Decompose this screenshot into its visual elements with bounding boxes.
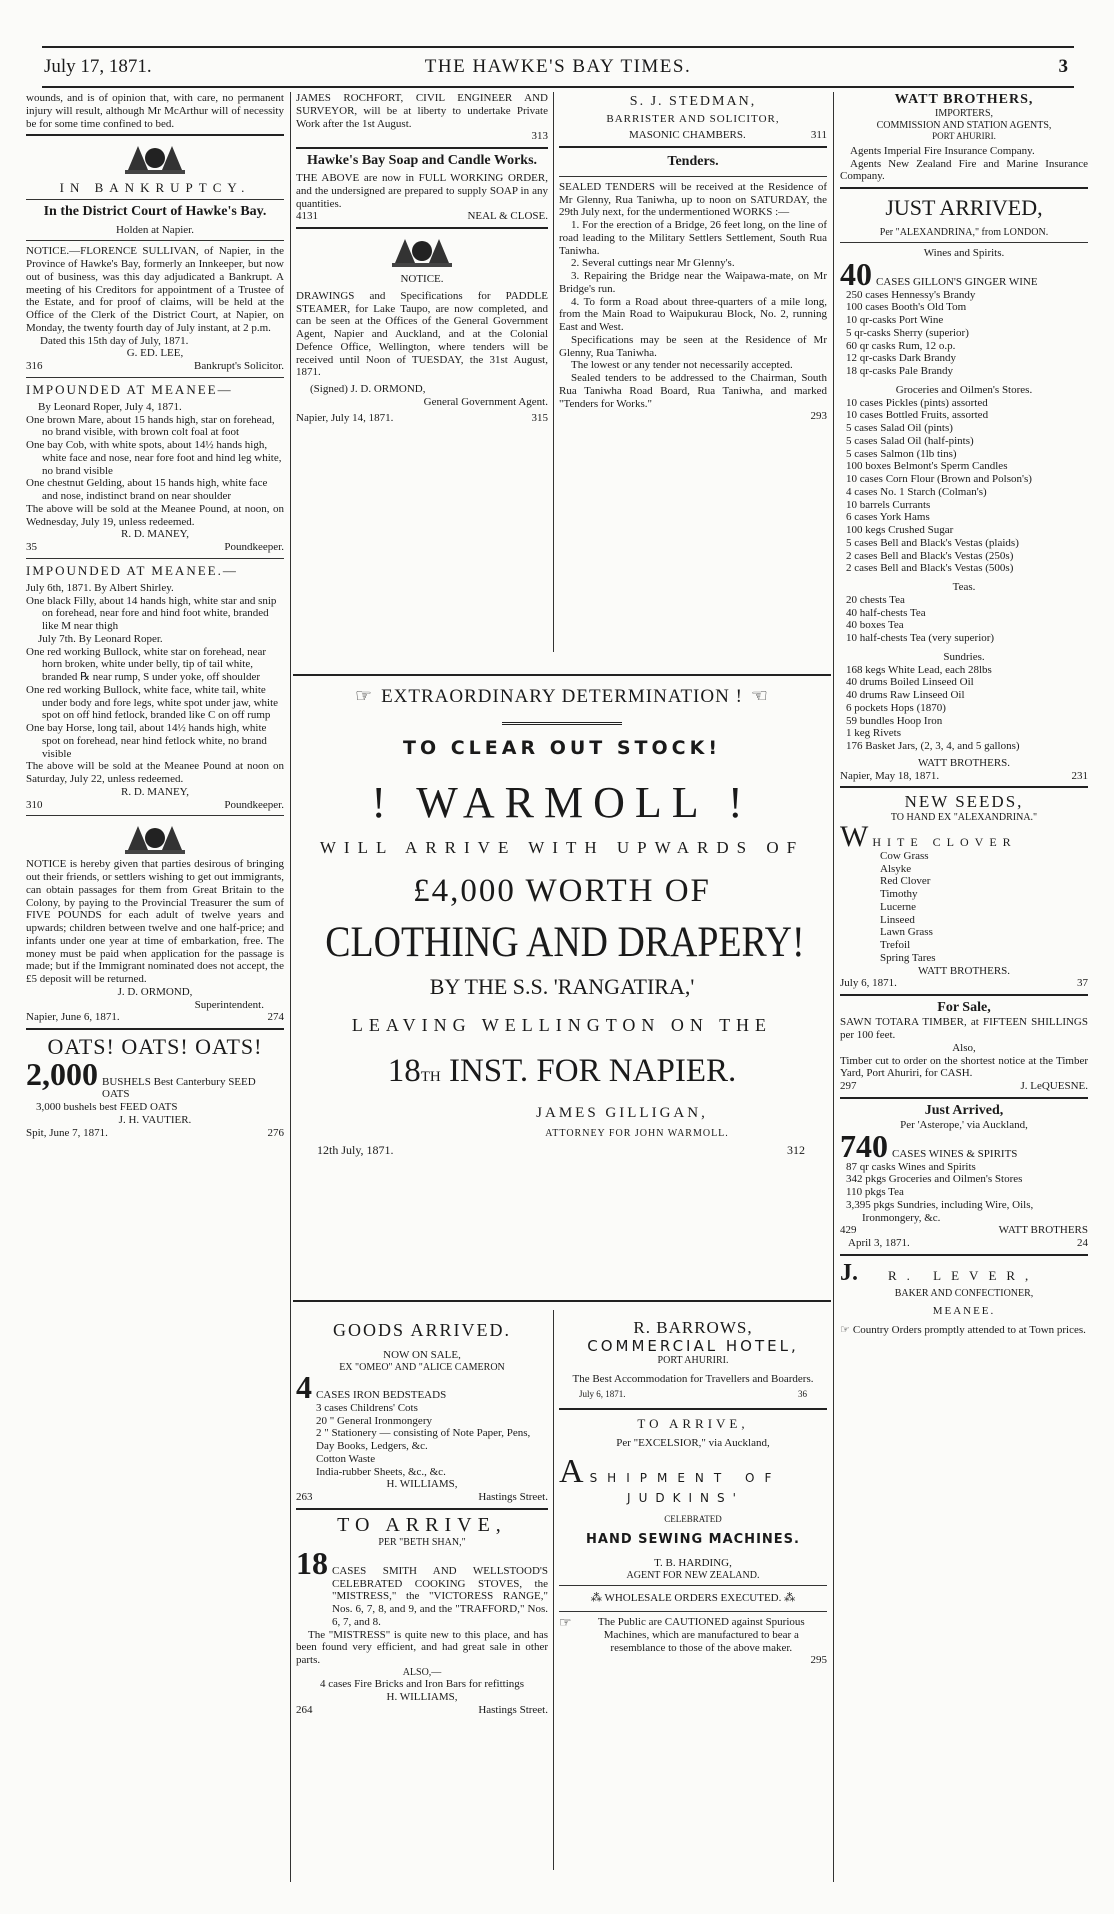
impound-sale: The above will be sold at the Meanee Pound, at noon, on Wednesday, July 19, unless redeemed. [26, 502, 284, 528]
to-arrive-ship: Per "EXCELSIOR," via Auckland, [616, 1436, 770, 1449]
rochfort-notice: JAMES ROCHFORT, CIVIL ENGINEER AND SURVEYOR, will be at liberty to undertake Private Work after the 1st August. [296, 92, 548, 130]
goods-head: CASES IRON BEDSTEADS [316, 1389, 447, 1402]
newspaper-title: THE HAWKE'S BAY TIMES. [424, 56, 692, 77]
bankruptcy-heading: IN BANKRUPTCY. [59, 180, 251, 196]
stoves-quantity: 18 [296, 1544, 328, 1581]
impound-item: One red working Bullock, white star on forehead, near horn broken, white under belly, tip of tail white, branded ℞ near rump, S under yoke, off shoulder [26, 645, 267, 684]
pointing-hand-icon: ☜ [750, 686, 769, 707]
grocery-item: 5 cases Salad Oil (half-pints) [846, 434, 974, 447]
ginger-wine-text: CASES GILLON'S GINGER WINE [876, 275, 1038, 288]
sundry-item: 168 kegs White Lead, each 28lbs [846, 663, 992, 676]
asterism-icon: ⁂ [590, 1592, 605, 1605]
tea-item: 10 half-chests Tea (very superior) [846, 632, 995, 645]
ad-number: 297 [840, 1080, 857, 1093]
just-arrived-heading-2: Just Arrived, [924, 1102, 1004, 1118]
impound-item: One bay Horse, long tail, about 14½ hands high, white spot on forehead, near hind fetlock white, no brand visible [26, 722, 267, 760]
column-rule [553, 92, 554, 652]
grocery-item: 5 cases Salad Oil (pints) [846, 422, 953, 435]
drop-cap-w: W [840, 819, 869, 853]
goods-heading: GOODS ARRIVED. [332, 1320, 511, 1340]
signer-role: Superintendent. [194, 998, 264, 1011]
goods-arrived-ad [296, 1316, 548, 1876]
signer-role: Poundkeeper. [224, 798, 284, 811]
sundries-heading: Sundries. [943, 650, 985, 663]
lever-initial: J. [840, 1259, 858, 1286]
stoves-signer: H. WILLIAMS, [386, 1691, 458, 1704]
judkins-name: JUDKINS' [627, 1490, 744, 1505]
stoves-note: The "MISTRESS" is quite new to this place, and has been found very efficient, and had great sale in other parts. [296, 1628, 548, 1666]
notice-date: Dated this 15th day of July, 1871. [40, 334, 189, 347]
watt-agents: COMMISSION AND STATION AGENTS, [876, 119, 1052, 131]
watt-name: WATT BROTHERS, [894, 92, 1034, 107]
hotel-date: July 6, 1871. [579, 1389, 626, 1400]
seed-item: Cow Grass [880, 849, 929, 862]
impound-item: One black Filly, about 14 hands high, white star and snip on forehead, near fore and hind foot white, branded like M near thigh [26, 594, 277, 633]
ad-number: 429 [840, 1224, 857, 1237]
wine-item: 60 qr casks Rum, 12 o.p. [846, 339, 956, 352]
lever-text: Country Orders promptly attended to at Town prices. [852, 1323, 1086, 1336]
column-1 [26, 92, 284, 1882]
watt-importers: IMPORTERS, [934, 108, 994, 120]
tea-item: 40 boxes Tea [846, 619, 904, 632]
impound-item: One red working Bullock, white face, white tail, white under body and fore legs, white spot under jaw, white spot on off hind fetlock, branded like C on off rump [26, 683, 279, 722]
wines-spirits-text: CASES WINES & SPIRITS [892, 1147, 1018, 1160]
wine-item: 12 qr-casks Dark Brandy [846, 352, 957, 365]
ad-number: 315 [531, 411, 548, 424]
seed-item: Red Clover [880, 875, 931, 888]
goods-signer: H. WILLIAMS, [386, 1478, 458, 1491]
warmoll-line-3: ! WARMOLL ! [371, 778, 753, 828]
agent-name: T. B. HARDING, [654, 1557, 732, 1570]
to-arrive-ship: PER "BETH SHAN," [378, 1537, 466, 1549]
sundry-item: 176 Basket Jars, (2, 3, 4, and 5 gallons) [846, 740, 1020, 753]
wholesale-orders: WHOLESALE ORDERS EXECUTED. [604, 1592, 782, 1605]
hotel-location: PORT AHURIRI. [657, 1355, 729, 1367]
grocery-item: 6 cases York Hams [846, 511, 930, 524]
warmoll-line-1: EXTRAORDINARY DETERMINATION ! [381, 686, 743, 707]
seeds-ship: TO HAND EX "ALEXANDRINA." [890, 812, 1038, 824]
tender-lowest: The lowest or any tender not necessarily accepted. [571, 359, 793, 372]
ad-number: 274 [267, 1011, 284, 1024]
grocery-item: 4 cases No. 1 Starch (Colman's) [846, 485, 987, 498]
warmoll-date-day: 18 [387, 1053, 421, 1090]
warmoll-date: 12th July, 1871. [317, 1142, 394, 1157]
hotel-text: The Best Accommodation for Travellers and Boarders. [572, 1372, 814, 1385]
soap-works-heading: Hawke's Bay Soap and Candle Works. [306, 153, 538, 168]
bankruptcy-notice: NOTICE.—FLORENCE SULLIVAN, of Napier, in the Province of Hawke's Bay, formerly an Innkeeper, but now out of business, was this day adjudicated a Bankrupt. A meeting of his Creditors for appointment of a Trustee of the Estate, and for proof of claims, will be held at the Office of the Clerk of the District Court, at Napier, on Monday, the twenty fourth day of July instant, at 2 p.m. [26, 245, 284, 334]
oats-quantity: 2,000 [26, 1055, 98, 1092]
tender-sealed: Sealed tenders to be addressed to the Chairman, South Rua Taniwha Road Board, Rua Taniwha, and marked "Tenders for Works." [559, 372, 827, 410]
barrows-name: R. BARROWS, [633, 1318, 753, 1337]
just-arrived-ship-2: Per 'Asterope,' via Auckland, [900, 1119, 1028, 1131]
impound-intro: By Leonard Roper, July 4, 1871. [38, 400, 182, 413]
notice-place: Napier, May 18, 1871. [840, 769, 940, 782]
impound-intro: July 6th, 1871. By Albert Shirley. [26, 581, 174, 594]
tender-specs: Specifications may be seen at the Residence of Mr Glenny, Rua Taniwha. [559, 333, 827, 359]
masthead [42, 46, 1074, 88]
warmoll-line-7: BY THE S.S. 'RANGATIRA,' [429, 973, 695, 999]
commercial-hotel-ad [559, 1316, 827, 1876]
ad-number: 264 [296, 1703, 313, 1716]
to-arrive-heading: TO ARRIVE, [337, 1513, 507, 1536]
lever-place: MEANEE. [932, 1305, 996, 1318]
tea-item: 20 chests Tea [846, 593, 905, 606]
watt-agency: Agents New Zealand Fire and Marine Insurance Company. [840, 157, 1088, 183]
to-arrive-heading: TO ARRIVE, [637, 1415, 749, 1431]
impounded-heading: IMPOUNDED AT MEANEE.— [26, 562, 238, 578]
warmoll-line-6: CLOTHING AND DRAPERY! [325, 919, 805, 967]
goods-address: Hastings Street. [478, 1491, 548, 1504]
tender-item: 2. Several cuttings near Mr Glenny's. [571, 257, 735, 270]
soap-works-text: THE ABOVE are now in FULL WORKING ORDER, and the undersigned are prepared to supply SOAP in any quantities. [296, 172, 548, 210]
grocery-item: 2 cases Bell and Black's Vestas (500s) [846, 562, 1014, 575]
grocery-item: 10 cases Bottled Fruits, assorted [846, 409, 989, 422]
ad-number: 24 [1077, 1237, 1088, 1249]
ad-number: 231 [1071, 769, 1088, 782]
grocery-item: 10 cases Corn Flour (Brown and Polson's) [846, 473, 1032, 486]
tea-item: 40 half-chests Tea [846, 606, 926, 619]
column-rule [833, 92, 834, 1882]
notice-date: July 6, 1871. [840, 977, 897, 990]
signer-role: Poundkeeper. [224, 541, 284, 554]
groceries-heading: Groceries and Oilmen's Stores. [895, 383, 1033, 396]
stoves-text: CASES SMITH AND WELLSTOOD'S CELEBRATED COOKING STOVES, the "MISTRESS," the "VICTORESS RANGE," Nos. 6, 7, 8, and 9, and the "TRAFFORD," Nos. 6, 7, and 8. [332, 1564, 548, 1628]
arrival-item: 87 qr casks Wines and Spirits [846, 1160, 976, 1173]
also-label: Also, [952, 1041, 976, 1054]
pointing-hand-icon: ☞ [840, 1323, 850, 1336]
goods-quantity: 4 [296, 1369, 312, 1406]
ad-number: 276 [267, 1126, 284, 1139]
notice-date: April 3, 1871. [848, 1237, 910, 1249]
column-rule [290, 92, 291, 1882]
goods-item: 2 " Stationery — consisting of Note Paper, Pens, Day Books, Ledgers, &c. [316, 1427, 531, 1453]
grocery-item: 5 cases Salmon (1lb tins) [846, 447, 957, 460]
goods-item: Cotton Waste [316, 1452, 376, 1465]
ad-number: 4131 [296, 210, 318, 223]
for-sale-signer: J. LeQUESNE. [1020, 1080, 1088, 1093]
just-arrived-ship: Per "ALEXANDRINA," from LONDON. [879, 226, 1049, 238]
impound-item: One chestnut Gelding, about 15 hands high, white face and nose, indistinct brand on near shoulder [26, 477, 268, 503]
ad-number: 295 [810, 1654, 827, 1667]
for-sale-heading: For Sale, [937, 1000, 991, 1016]
seed-item: Spring Tares [880, 951, 936, 964]
royal-crest-icon [120, 820, 190, 856]
page-number: 3 [1058, 56, 1068, 77]
poundkeeper-name: R. D. MANEY, [121, 785, 189, 798]
fire-bricks: 4 cases Fire Bricks and Iron Bars for refittings [319, 1678, 525, 1691]
watt-signer: WATT BROTHERS [998, 1224, 1088, 1237]
ad-number: 36 [798, 1389, 807, 1400]
impound-item: One bay Cob, with white spots, about 14½ hands high, white face and nose, near fore foot and hind leg white, no brand visible [26, 439, 282, 477]
lever-name: R. LEVER, [888, 1267, 1039, 1283]
for-sale-text-2: Timber cut to order on the shortest notice at the Timber Yard, Port Ahuriri, for CASH. [840, 1054, 1088, 1080]
steamer-signer: (Signed) J. D. ORMOND, [310, 383, 426, 396]
notice-place: Napier, June 6, 1871. [26, 1011, 120, 1024]
emigration-notice: NOTICE is hereby given that parties desirous of bringing out their friends, or settlers wishing to get out immigrants, can obtain passages for them from Great Britain to the Colony, by paying to the Provincial Treasurer the sum of FIVE POUNDS for each adult of twelve years and upwards; children between twelve and one half-price; and infants under one year at time of embarkation, free. The money must be paid when application for the passage is made; but if the Immigrant nominated does not accept, the £5 deposit will be returned. [26, 858, 284, 986]
new-seeds-heading: NEW SEEDS, [904, 792, 1024, 812]
watt-port: PORT AHURIRI. [932, 131, 996, 142]
signer-role: Bankrupt's Solicitor. [194, 360, 284, 373]
shipment-label: SHIPMENT OF [589, 1470, 782, 1485]
wine-item: 10 qr-casks Port Wine [846, 314, 944, 327]
column-rule [553, 1310, 554, 1870]
impounded-heading: IMPOUNDED AT MEANEE— [26, 381, 233, 397]
royal-crest-icon [120, 140, 190, 176]
seeds-signer: WATT BROTHERS. [917, 964, 1011, 977]
notice-place: Napier, July 14, 1871. [296, 411, 394, 424]
warmoll-advertisement [293, 674, 831, 1302]
stedman-name: S. J. STEDMAN, [629, 94, 757, 109]
warmoll-line-9: INST. FOR NAPIER. [448, 1053, 737, 1090]
ad-number: 311 [810, 128, 827, 141]
just-arrived-heading: JUST ARRIVED, [885, 195, 1043, 221]
watt-agency: Agents Imperial Fire Insurance Company. [850, 144, 1035, 157]
sundry-item: 1 keg Rivets [846, 727, 901, 740]
goods-item: India-rubber Sheets, &c., &c. [316, 1465, 446, 1478]
grocery-item: 100 kegs Crushed Sugar [846, 524, 954, 537]
sundry-item: 59 bundles Hoop Iron [846, 714, 943, 727]
warmoll-date-suffix: TH [420, 1069, 441, 1086]
arrival-item: 342 pkgs Groceries and Oilmen's Stores [846, 1173, 1023, 1186]
tender-item: 4. To form a Road about three-quarters of a mile long, from the Main Road to Waipukurau Block, No. 2, running East and West. [559, 295, 827, 334]
poundkeeper-name: R. D. MANEY, [121, 528, 189, 541]
ad-number: 293 [810, 410, 827, 423]
steamer-notice: DRAWINGS and Specifications for PADDLE STEAMER, for Lake Taupo, are now completed, and can be seen at the Offices of the General Government Agent, Napier and Auckland, and at the Colonial Defence Office, Wellington, where tenders will be received until Noon of TUESDAY, the 31st August, 1871. [296, 289, 548, 379]
ad-number: 35 [26, 541, 37, 554]
wine-item: 250 cases Hennessy's Brandy [846, 288, 976, 301]
oats-line: 3,000 bushels best FEED OATS [36, 1101, 178, 1114]
soap-works-signer: NEAL & CLOSE. [467, 210, 548, 223]
impound-sale: The above will be sold at the Meanee Pound at noon on Saturday, July 22, unless redeemed. [26, 760, 284, 786]
goods-ship: EX "OMEO" AND "ALICE CAMERON [339, 1361, 505, 1373]
seed-item: Linseed [880, 913, 915, 926]
ad-number: 312 [787, 1142, 805, 1157]
continued-article: wounds, and is of opinion that, with care, no permanent injury will result, although Mr McArthur will of necessity be for some time confined to bed. [26, 92, 284, 130]
seed-item: Alsyke [880, 862, 912, 875]
seed-item: Lucerne [880, 900, 917, 913]
impound-intro: July 7th. By Leonard Roper. [38, 632, 163, 645]
wine-item: 100 cases Booth's Old Tom [846, 301, 967, 314]
notice-signer: G. ED. LEE, [126, 347, 184, 360]
seed-item: Timothy [880, 888, 918, 901]
arrival-item: 3,395 pkgs Sundries, including Wire, Oils, Ironmongery, &c. [846, 1198, 1034, 1224]
grocery-item: 2 cases Bell and Black's Vestas (250s) [846, 549, 1014, 562]
caution-text: The Public are CAUTIONED against Spurious Machines, which are manufactured to bear a resemblance to those of the above maker. [597, 1616, 805, 1654]
tenders-intro: SEALED TENDERS will be received at the Residence of Mr Glenny, Rua Taniwha, up to noon on SATURDAY, the 29th July next, for the undermentioned WORKS :— [559, 180, 827, 219]
sundry-item: 40 drums Raw Linseed Oil [846, 689, 965, 702]
tender-item: 3. Repairing the Bridge near the Waipawa-mate, on Mr Bridge's run. [559, 270, 827, 295]
goods-item: 3 cases Childrens' Cots [316, 1401, 418, 1414]
pointing-hand-icon: ☞ [355, 686, 374, 707]
asterism-icon: ⁂ [781, 1592, 796, 1605]
seed-item: Trefoil [880, 939, 911, 952]
column-2 [296, 92, 548, 652]
grocery-item: 10 cases Pickles (pints) assorted [846, 396, 988, 409]
oats-description: BUSHELS Best Canterbury SEED OATS [102, 1075, 256, 1101]
column-3 [559, 92, 827, 652]
stoves-address: Hastings Street. [478, 1703, 548, 1716]
ginger-wine-quantity: 40 [840, 255, 872, 292]
goods-item: 20 " General Ironmongery [316, 1414, 432, 1427]
notice-place: Spit, June 7, 1871. [26, 1126, 108, 1139]
tender-item: 1. For the erection of a Bridge, 26 feet long, on the line of road leading to the Military Settlers Settlement, South Rua Taniwha. [559, 219, 827, 257]
pointing-hand-icon: ☞ [559, 1616, 572, 1632]
court-heading: In the District Court of Hawke's Bay. [43, 204, 267, 220]
teas-heading: Teas. [952, 581, 976, 594]
arrival-item: 110 pkgs Tea [846, 1186, 904, 1198]
sundry-item: 6 pockets Hops (1870) [846, 701, 946, 714]
wines-quantity: 740 [840, 1127, 888, 1164]
warmoll-line-2: TO CLEAR OUT STOCK! [403, 737, 721, 760]
lever-trade: BAKER AND CONFECTIONER, [894, 1287, 1034, 1299]
court-location: Holden at Napier. [116, 223, 194, 236]
warmoll-line-8: LEAVING WELLINGTON ON THE [351, 1015, 773, 1036]
oats-signer: J. H. VAUTIER. [118, 1113, 192, 1126]
issue-date: July 17, 1871. [44, 56, 152, 77]
emigration-signer: J. D. ORMOND, [117, 985, 193, 998]
warmoll-line-4: WILL ARRIVE WITH UPWARDS OF [319, 838, 805, 858]
ad-number: 316 [26, 360, 43, 373]
sewing-machines-label: HAND SEWING MACHINES. [586, 1531, 800, 1547]
grocery-item: 5 cases Bell and Black's Vestas (plaids) [846, 536, 1019, 549]
agent-role: AGENT FOR NEW ZEALAND. [626, 1569, 760, 1581]
ad-number: 37 [1077, 977, 1088, 990]
sundry-item: 40 drums Boiled Linseed Oil [846, 676, 974, 689]
oats-heading: OATS! OATS! OATS! [47, 1034, 263, 1060]
tenders-heading: Tenders. [667, 153, 719, 169]
column-4 [840, 92, 1088, 1882]
wines-heading: Wines and Spirits. [923, 247, 1005, 260]
white-clover-label: HITE CLOVER [872, 834, 1017, 849]
goods-subheading: NOW ON SALE, [383, 1348, 461, 1361]
hotel-name: COMMERCIAL HOTEL, [587, 1336, 799, 1355]
seed-item: Lawn Grass [880, 926, 933, 939]
wine-item: 18 qr-casks Pale Brandy [846, 365, 954, 378]
stedman-title: BARRISTER AND SOLICITOR, [606, 113, 780, 126]
warmoll-attorney: JAMES GILLIGAN, [536, 1104, 708, 1121]
royal-crest-icon [387, 233, 457, 269]
for-sale-text: SAWN TOTARA TIMBER, at FIFTEEN SHILLINGS per 100 feet. [840, 1016, 1088, 1042]
also-label: ALSO,— [402, 1666, 442, 1678]
warmoll-line-5: £4,000 WORTH OF [413, 872, 711, 909]
ad-number: 263 [296, 1491, 313, 1504]
grocery-item: 100 boxes Belmont's Sperm Candles [846, 460, 1008, 473]
celebrated-label: CELEBRATED [664, 1513, 722, 1524]
drop-cap-a: A [559, 1452, 584, 1490]
watt-signer: WATT BROTHERS. [917, 756, 1011, 769]
warmoll-attorney-role: ATTORNEY FOR JOHN WARMOLL. [545, 1128, 729, 1139]
impound-item: One brown Mare, about 15 hands high, star on forehead, no brand visible, with brown colt foal at foot [26, 413, 275, 439]
stedman-address: MASONIC CHAMBERS. [629, 128, 746, 141]
grocery-item: 10 barrels Currants [846, 498, 931, 511]
wine-item: 5 qr-casks Sherry (superior) [846, 326, 969, 339]
ad-number: 310 [26, 798, 43, 811]
ad-number: 313 [531, 130, 548, 143]
signer-role: General Government Agent. [423, 395, 548, 408]
notice-heading: NOTICE. [400, 273, 444, 286]
